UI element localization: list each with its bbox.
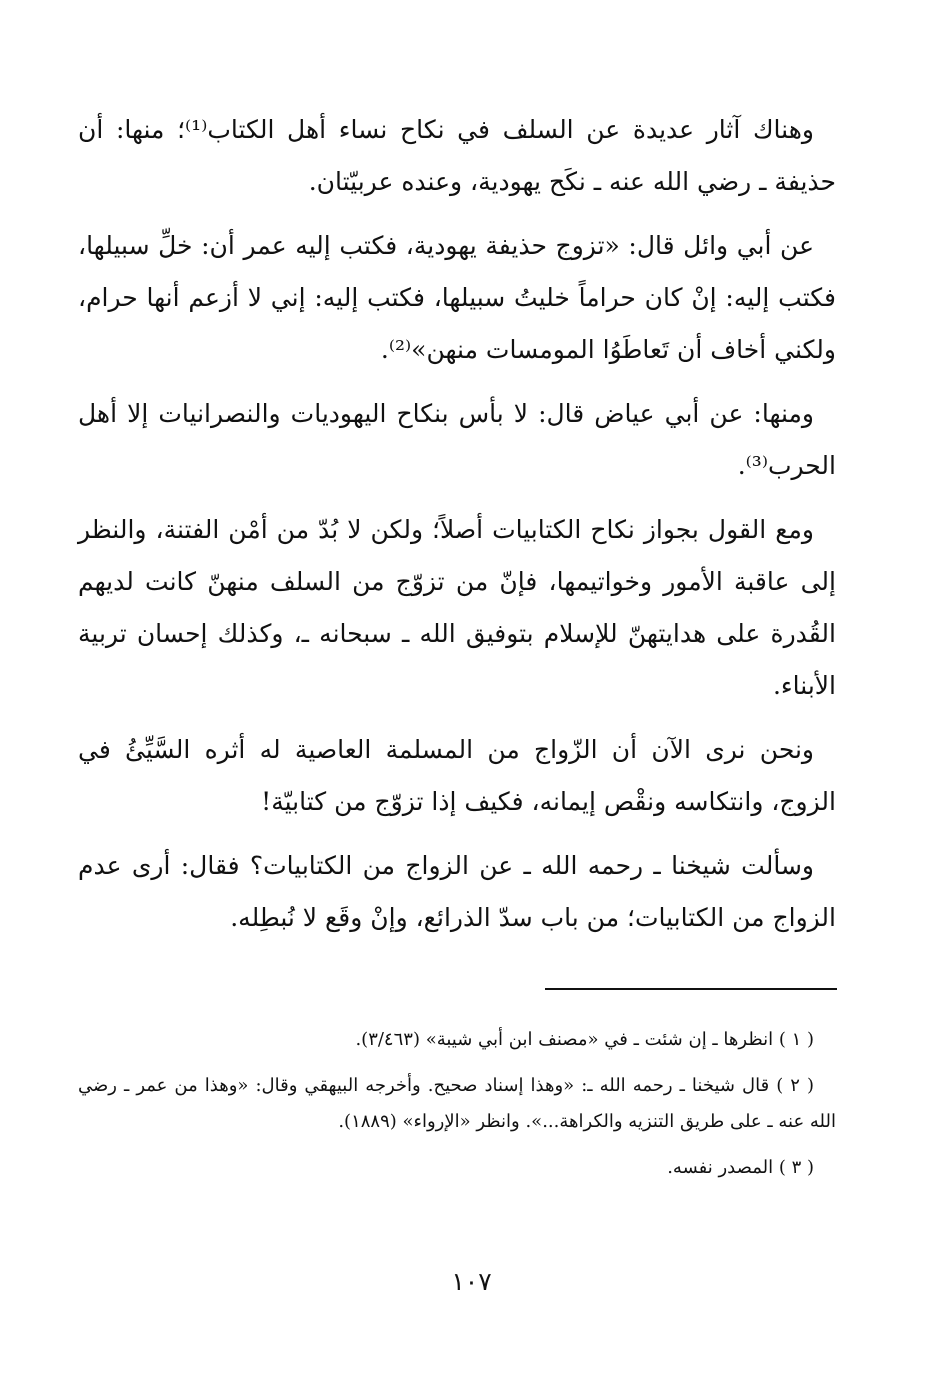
footnote: ( ٢ ) قال شيخنا ـ رحمه الله ـ: «وهذا إسناد صحيح. وأخرجه البيهقي وقال: «وهذا من عمر ـ رضي الله عنه ـ على طريق التنزيه والكراهة...». وانظر «الإرواء» (١٨٨٩). [78, 1075, 836, 1132]
main-text [78, 104, 836, 956]
page-number: ١٠٧ [451, 1267, 492, 1296]
paragraph: ونحن نرى الآن أن الزّواج من المسلمة العاصية له أثره السَّيِّئُ في الزوج، وانتكاسه ونقْص إيمانه، فكيف إذا تزوّج من كتابيّة! [78, 735, 836, 816]
paragraph: ومع القول بجواز نكاح الكتابيات أصلاً؛ ولكن لا بُدّ من أمْن الفتنة، والنظر إلى عاقبة الأمور وخواتيمها، فإنّ من تزوّج من السلف منهنّ كانت لديهم القُدرة على هدايتهنّ للإسلام بتوفيق الله ـ سبحانه ـ، وكذلك إحسان تربية الأبناء. [78, 515, 836, 700]
paragraph: ومنها: عن أبي عياض قال: لا بأس بنكاح اليهوديات والنصرانيات إلا أهل الحرب⁽³⁾. [78, 399, 836, 480]
footnote: ( ١ ) انظرها ـ إن شئت ـ في «مصنف ابن أبي شيبة» (٣/٤٦٣). [355, 1029, 814, 1050]
paragraph: عن أبي وائل قال: «تزوج حذيفة يهودية، فكتب إليه عمر أن: خلِّ سبيلها، فكتب إليه: إنْ كان حراماً خليتُ سبيلها، فكتب إليه: إني لا أزعم أنها حرام، ولكني أخاف أن تَعاطَوُا المومسات منهن»⁽²⁾. [78, 231, 836, 364]
paragraph: وهناك آثار عديدة عن السلف في نكاح نساء أهل الكتاب⁽¹⁾؛ منها: أن حذيفة ـ رضي الله عنه ـ نكَح يهودية، وعنده عربيّتان. [78, 115, 836, 196]
footnotes [78, 1022, 836, 1196]
paragraph: وسألت شيخنا ـ رحمه الله ـ عن الزواج من الكتابيات؟ فقال: أرى عدم الزواج من الكتابيات؛ من باب سدّ الذرائع، وإنْ وقَع لا نُبطِله. [78, 851, 836, 932]
footnote: ( ٣ ) المصدر نفسه. [667, 1157, 814, 1178]
footnote-divider [545, 988, 837, 990]
